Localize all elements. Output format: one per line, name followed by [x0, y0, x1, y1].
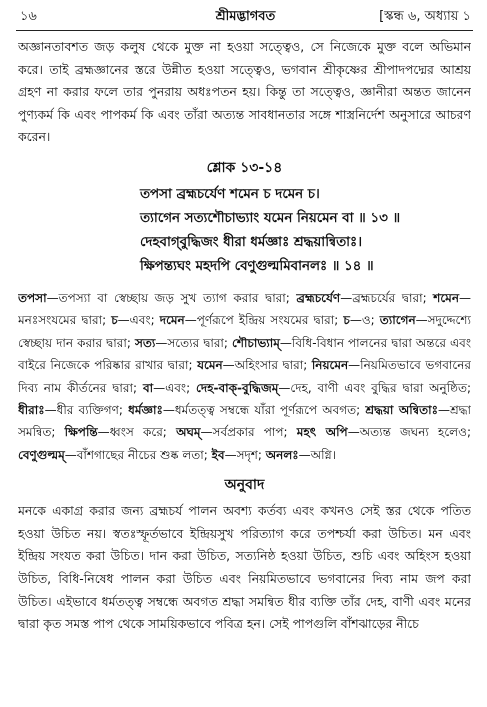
translation-text: মনকে একাগ্র করার জন্য ব্রহ্মচর্য পালন অবশ্য কর্তব্য এবং কখনও সেই স্তর থেকে পতিত হওয়া উচিত নয়। স্বতঃস্ফূর্তভাবে ইন্দ্রিয়সুখ পরিত্যাগ করে তপশ্চর্যা করা উচিত। মন এবং ইন্দ্রিয় সংযত করা উচিত। দান করা উচিত, সত্যনিষ্ঠ হওয়া উচিত, শুচি এবং অহিংস হওয়া উচিত, বিধি-নিষেধ পালন করা উচিত এবং নিয়মিতভাবে ভগবানের দিব্য নাম জপ করা উচিত। এইভাবে ধর্মতত্ত্ব সম্বন্ধে অবগত শ্রদ্ধা সমন্বিত ধীর ব্যক্তি তাঁর দেহ, বাণী এবং মনের দ্বারা কৃত সমস্ত পাপ থেকে সাময়িকভাবে পবিত্র হন। সেই পাপগুলি বাঁশঝাড়ের নীচে — [18, 503, 471, 632]
synonym-dash: — — [278, 380, 291, 395]
synonym-dash: — — [162, 403, 175, 417]
synonym-dash: — — [155, 335, 168, 350]
synonym-term: চ — [111, 313, 118, 328]
synonym-dash: — — [348, 358, 361, 373]
synonym-dash: — — [415, 313, 428, 328]
synonym-meaning: তপস্যা বা স্বেচ্ছায় জড় সুখ ত্যাগ করার দ্বারা; — [58, 290, 290, 305]
synonym-meaning: অহিংসার দ্বারা; — [234, 358, 308, 373]
running-title: শ্রীমদ্ভাগবত — [215, 9, 276, 24]
synonym-meaning: সদৃশ; — [236, 447, 262, 462]
synonym-entry — [197, 358, 307, 372]
page-number: ১৬ — [20, 9, 37, 24]
synonym-meaning: মনঃসংযমের দ্বারা; — [18, 313, 107, 328]
synonym-meaning: এবং; — [165, 380, 191, 395]
synonym-dash: — — [222, 358, 235, 373]
purport-continuation: অজ্ঞানতাবশত জড় কলুষ থেকে মুক্ত না হওয়া সত্ত্বেও, সে নিজেকে মুক্ত বলে অভিমান করে। তাই ব্রহ্মজ্ঞানের স্তরে উন্নীত হওয়া সত্ত্বেও, ভগবান শ্রীকৃষ্ণের শ্রীপাদপদ্মের আশ্রয় গ্রহণ না করার ফলে তার পুনরায় অধঃপতন হয়। কিন্তু তা সত্ত্বেও, জ্ঞানীরা অন্তত জানেন পুণ্যকর্ম কি এবং পাপকর্ম কি এবং তাঁরা অত্যন্ত সাবধানতার সঙ্গে শাস্ত্রনির্দেশ অনুসারে আচরণ করেন। — [18, 39, 471, 145]
synonym-meaning: ধর্মতত্ত্ব সম্বন্ধে যাঁরা পূর্ণরূপে অবগত; — [174, 403, 361, 417]
synonym-term: মহৎ অপি — [296, 425, 348, 440]
synonym-meaning: ধীর ব্যক্তিগণ; — [56, 403, 123, 417]
synonym-dash: — — [200, 425, 213, 440]
verse-line: ক্ষিপন্ত্যঘং মহদপি বেণুগুল্মমিবানলঃ ॥ ১৪ ॥ — [140, 258, 374, 274]
synonym-dash: — — [298, 447, 311, 462]
synonym-dash: — — [44, 403, 57, 417]
verse-heading: শ্লোক ১৩-১৪ — [206, 159, 283, 176]
synonym-meaning: পূর্ণরূপে ইন্দ্রিয় সংযমের দ্বারা; — [196, 313, 339, 328]
synonym-meaning: এবং; — [129, 313, 155, 328]
header-divider — [16, 30, 473, 31]
verse-line: তপসা ব্রহ্মচর্যেণ শমেন চ দমেন চ। — [140, 186, 320, 202]
synonym-meaning: ব্রহ্মচর্যের দ্বারা; — [352, 290, 427, 305]
synonym-dash: — — [64, 447, 77, 462]
synonym-dash: — — [184, 313, 197, 328]
word-for-word-synonyms — [18, 287, 471, 466]
synonym-dash: — — [224, 447, 237, 462]
synonym-dash: — — [46, 290, 59, 305]
synonym-entry — [135, 336, 228, 350]
synonym-term: বেণুগুল্মম্ — [18, 447, 65, 462]
synonym-meaning: বিধি-বিধান পালনের দ্বারা অন্তরে এবং বাইরে নিজেকে পরিষ্কার রাখার দ্বারা; — [18, 335, 471, 373]
synonym-meaning: সর্বপ্রকার পাপ; — [212, 425, 288, 440]
synonym-term: দেহ-বাক্-বুদ্ধিজম্ — [196, 380, 279, 395]
synonym-dash: — — [347, 425, 360, 440]
synonym-meaning: নিয়মিতভাবে ভগবানের দিব্য নাম কীর্তনের দ্বারা; — [18, 358, 471, 395]
synonym-entry — [65, 425, 167, 439]
synonym-entry — [266, 448, 336, 462]
synonym-dash: — — [97, 425, 110, 440]
synonym-term: ধর্মজ্ঞাঃ — [128, 403, 163, 417]
page-content — [18, 36, 471, 701]
verse-line: ত্যাগেন সত্যশৌচাভ্যাং যমেন নিয়মেন বা ॥ ১৩ ॥ — [140, 210, 401, 226]
synonym-term: অনলঃ — [265, 447, 299, 462]
synonym-entry — [18, 448, 208, 462]
synonym-term: ইব — [211, 447, 225, 462]
synonym-term: শ্রদ্ধয়া অন্বিতাঃ — [365, 403, 438, 417]
synonym-term: যমেন — [197, 358, 223, 373]
synonym-term: ব্রহ্মচর্যেণ — [296, 290, 341, 305]
synonym-term: অঘম্ — [176, 425, 201, 440]
synonym-entry — [18, 403, 123, 417]
synonym-term: তপসা — [18, 290, 47, 305]
synonym-entry — [196, 381, 471, 395]
synonym-term: শমেন — [433, 290, 459, 305]
synonym-meaning: অগ্নি। — [310, 447, 336, 462]
synonym-entry — [297, 425, 471, 439]
page-header — [20, 6, 471, 28]
synonym-dash: — — [340, 290, 353, 305]
synonym-term: ধীরাঃ — [18, 403, 45, 417]
verse-line: দেহবাগ্‌বুদ্ধিজং ধীরা ধর্মজ্ঞাঃ শ্রদ্ধয়ান্বিতাঃ। — [140, 234, 362, 250]
synonym-dash: — — [153, 380, 166, 395]
synonym-term: ত্যাগেন — [379, 313, 416, 328]
sanskrit-verse — [18, 183, 471, 279]
synonym-entry — [111, 313, 155, 327]
synonym-meaning: সদুদ্দেশ্যে স্বেচ্ছায় দান করার দ্বারা; — [18, 313, 471, 350]
synonym-term: নিয়মেন — [311, 358, 349, 373]
synonym-dash: — — [117, 313, 130, 328]
synonym-dash: — — [437, 403, 450, 417]
synonym-term: সত্য — [134, 335, 156, 350]
synonym-term: ক্ষিপন্তি — [64, 425, 98, 440]
chapter-reference: [স্কন্ধ ৬, অধ্যায় ১ — [379, 9, 471, 24]
synonym-term: বা — [142, 380, 154, 395]
synonym-entry — [296, 291, 426, 305]
synonym-meaning: অত্যন্ত জঘন্য হলেও; — [359, 425, 471, 440]
synonym-meaning: ধ্বংস করে; — [109, 425, 167, 440]
synonym-entry — [18, 291, 290, 305]
synonym-term: শৌচাভ্যাম্ — [231, 335, 280, 350]
synonym-dash: — — [349, 313, 362, 328]
synonym-entry — [128, 403, 360, 417]
synonym-meaning: সত্যের দ্বারা; — [167, 335, 228, 350]
synonym-meaning: ও; — [361, 313, 375, 328]
synonym-meaning: দেহ, বাণী এবং বুদ্ধির দ্বারা অনুষ্ঠিত; — [290, 380, 471, 395]
synonym-term: দমেন — [159, 313, 185, 328]
synonym-entry — [343, 313, 374, 327]
synonym-entry — [176, 425, 288, 439]
synonym-entry — [160, 313, 339, 327]
synonym-dash: — — [458, 290, 471, 305]
synonym-entry — [143, 381, 190, 395]
translation-heading: অনুবাদ — [224, 477, 265, 494]
synonym-meaning: শ্রদ্ধা সমন্বিত; — [18, 403, 471, 440]
synonym-meaning: বাঁশগাছের নীচের শুষ্ক লতা; — [76, 447, 208, 462]
synonym-dash: — — [279, 335, 292, 350]
synonym-term: চ — [343, 313, 350, 328]
synonym-entry — [212, 448, 262, 462]
